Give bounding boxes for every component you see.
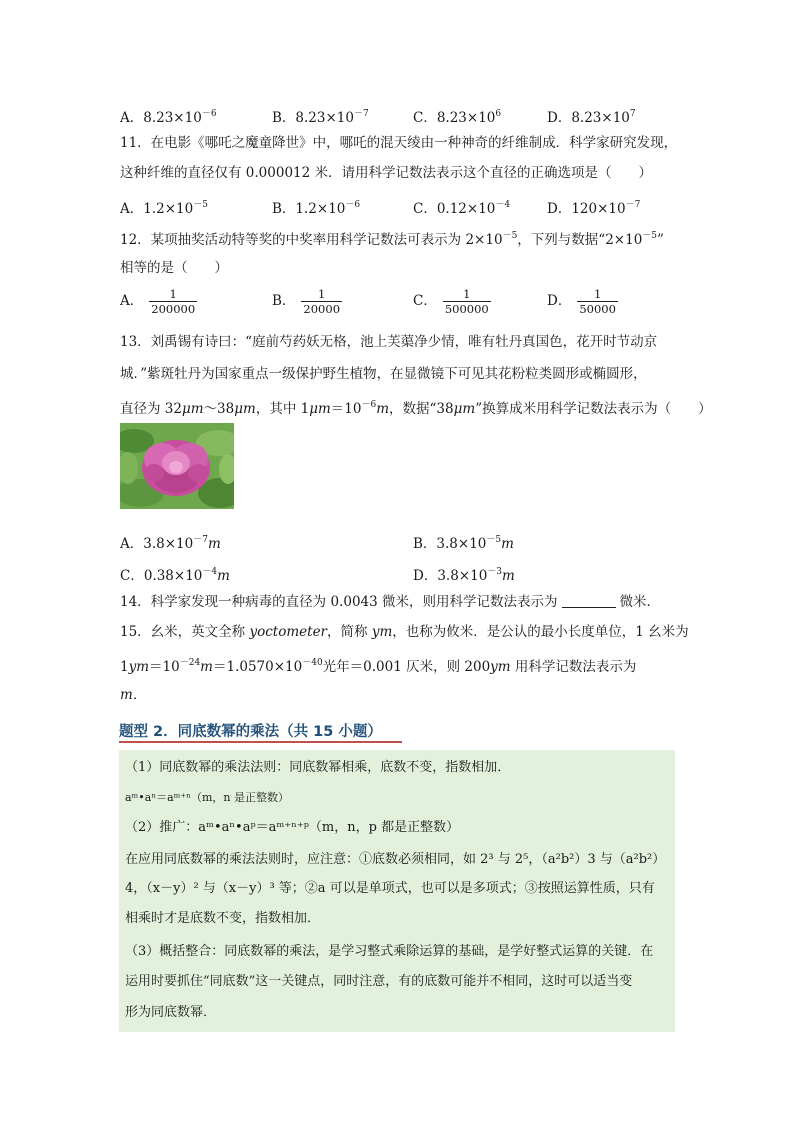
q15-line3: m． (120, 687, 147, 703)
option-c[interactable]: C．$8.23\times 10^6$ (413, 109, 502, 126)
q13-line1: 13．刘禹锡有诗曰：“庭前芍药妖无格，池上芙蕖净少情，唯有牡丹真国色，花开时节动京 (120, 334, 658, 350)
q12-line1: 12．某项抽奖活动特等奖的中奖率用科学记数法可表示为 $2\times 10^{-5}$，下列与数据“$2\times 10^{-5}$” (120, 231, 664, 248)
heading-underline (119, 741, 402, 743)
summary-line3: 形为同底数幂． (125, 1005, 217, 1020)
summary-line2: 运用时要抓住“同底数”这一关键点，同时注意，有的底数可能并不相同，这时可以适当变 (125, 974, 633, 989)
option-c[interactable]: C． $\frac{1}{500000}$ (413, 287, 489, 316)
section-heading: 题型 2．同底数幂的乘法（共 15 小题） (119, 724, 382, 740)
knowledge-box (119, 750, 675, 1032)
peony-illustration (120, 423, 234, 509)
option-b[interactable]: B．$3.8\times 10^{-5}m$ (413, 535, 514, 552)
peony-image (120, 423, 234, 509)
option-a[interactable]: A． $\frac{1}{200000}$ (120, 287, 196, 316)
note-line2: 4，（x－y）² 与（x－y）³ 等；②a 可以是单项式，也可以是多项式；③按照运算性质，只有 (125, 881, 655, 896)
q11-line2: 这种纤维的直径仅有 0.000012 米．请用科学记数法表示这个直径的正确选项是（ ） (120, 165, 652, 181)
q15-line1: 15．幺米，英文全称 yoctometer，简称 ym，也称为攸米．是公认的最小长度单位，1 幺米为 (120, 624, 689, 640)
note-line1: 在应用同底数幂的乘法法则时，应注意：①底数必须相同，如 2³ 与 2⁵，（a²b²）3 与（a²b²） (125, 852, 666, 867)
note-line3: 相乘时才是底数不变，指数相加． (125, 911, 321, 926)
q14-line: 14．科学家发现一种病毒的直径为 0.0043 微米，则用科学记数法表示为 微米． (120, 594, 660, 610)
answer-blank[interactable] (562, 593, 616, 608)
option-d[interactable]: D．$3.8\times 10^{-3}m$ (413, 567, 515, 584)
option-c[interactable]: C．$0.38\times 10^{-4}m$ (120, 567, 230, 584)
summary-line1: （3）概括整合：同底数幂的乘法，是学习整式乘除运算的基础，是学好整式运算的关键．在 (125, 944, 654, 959)
option-b[interactable]: B．$1.2\times 10^{-6}$ (272, 200, 361, 217)
fraction: $\frac{1}{500000}$ (444, 287, 489, 316)
rule-text: （1）同底数幂的乘法法则：同底数幂相乘，底数不变，指数相加． (125, 760, 511, 775)
fraction: $\frac{1}{20000}$ (303, 287, 341, 316)
rule-formula: aᵐ•aⁿ＝aᵐ⁺ⁿ（m，n 是正整数） (125, 791, 289, 804)
q13-line2: 城．”紫斑牡丹为国家重点一级保护野生植物，在显微镜下可见其花粉粒类圆形或椭圆形， (120, 366, 647, 382)
option-d[interactable]: D．$8.23\times 10^7$ (547, 109, 636, 126)
q13-line3: 直径为 32μm～38μm，其中 $1\mu m=10^{-6}m$，数据“38μm”换算成米用科学记数法表示为（ ） (120, 400, 712, 417)
option-b[interactable]: B． $\frac{1}{20000}$ (272, 287, 341, 316)
generalization-text: （2）推广：aᵐ•aⁿ•aᵖ＝aᵐ⁺ⁿ⁺ᵖ（m，n，p 都是正整数） (125, 820, 460, 835)
option-a[interactable]: A．$1.2\times 10^{-5}$ (120, 200, 208, 217)
q12-line2: 相等的是（ ） (120, 260, 228, 276)
option-b[interactable]: B．$8.23\times 10^{-7}$ (272, 109, 369, 126)
fraction: $\frac{1}{200000}$ (151, 287, 196, 316)
q15-line2: $1ym=10^{-24}m=1.0570\times 10^{-40}$光年＝0.001 仄米，则 200ym 用科学记数法表示为 (120, 658, 637, 675)
fraction: $\frac{1}{50000}$ (579, 287, 616, 316)
option-d[interactable]: D． $\frac{1}{50000}$ (547, 287, 616, 316)
option-a[interactable]: A．$3.8\times 10^{-7}m$ (120, 535, 221, 552)
option-d[interactable]: D．$120\times 10^{-7}$ (547, 200, 641, 217)
q11-line1: 11．在电影《哪吒之魔童降世》中，哪吒的混天绫由一种神奇的纤维制成．科学家研究发现， (120, 135, 678, 151)
option-c[interactable]: C．$0.12\times 10^{-4}$ (413, 200, 511, 217)
option-a[interactable]: A．$8.23\times 10^{-6}$ (120, 109, 217, 126)
